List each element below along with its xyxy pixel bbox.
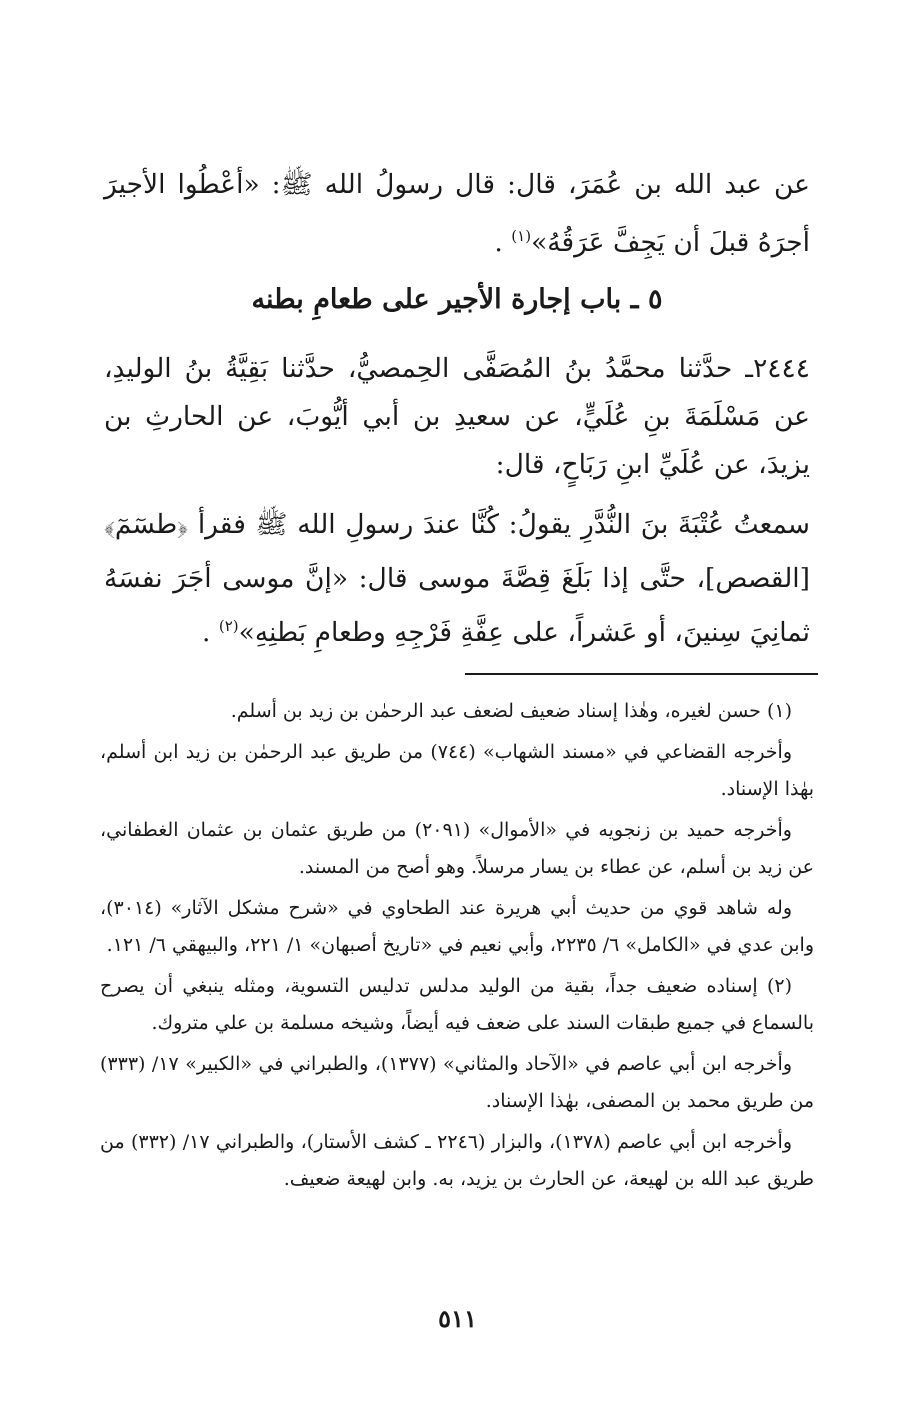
footnote-ref-1[interactable]: (١) bbox=[511, 227, 532, 246]
footnote-divider bbox=[465, 673, 818, 675]
footnote-paragraph: وله شاهد قوي من حديث أبي هريرة عند الطحاوي في «شرح مشكل الآثار» (٣٠١٤)، وابن عدي في «الكامل» ٦/ ٢٢٣٥، وأبي نعيم في «تاريخ أصبهان» ١/ ٢٢١، والبيهقي ٦/ ١٢١. bbox=[100, 897, 814, 956]
footnote-paragraph: وأخرجه القضاعي في «مسند الشهاب» (٧٤٤) من طريق عبد الرحمٰن بن زيد ابن أسلم، بهٰذا الإسناد. bbox=[100, 741, 814, 800]
hadith-matn bbox=[104, 498, 810, 660]
matn-period: . bbox=[201, 617, 211, 648]
matn-text: سمعتُ عُتْبَةَ بنَ النُّدَّرِ يقولُ: كُنَّا عندَ رسولِ الله ﷺ فقرأ ﴿طسٓمٓ﴾ [القصص]، حتَّى إذا بَلَغَ قِصَّةَ موسى قال: «إنَّ موسى أجَرَ نفسَهُ ثمانِيَ سِنينَ، أو عَشراً، على عِفَّةِ فَرْجِهِ وطعامِ بَطنِهِ» bbox=[104, 509, 810, 648]
footnote-paragraph: (١) حسن لغيره، وهٰذا إسناد ضعيف لضعف عبد الرحمٰن بن زيد بن أسلم. bbox=[230, 700, 792, 722]
footnote-paragraph: وأخرجه حميد بن زنجويه في «الأموال» (٢٠٩١) من طريق عثمان بن عثمان الغطفاني، عن زيد بن أسلم، عن عطاء بن يسار مرسلاً. وهو أصح من المسند. bbox=[100, 819, 814, 878]
hadith-text: عن عبد الله بن عُمَرَ، قال: قال رسولُ الله ﷺ: «أعْطُوا الأجيرَ أجرَهُ قبلَ أن يَجِفَّ عَرَقُهُ» bbox=[104, 169, 810, 258]
footnote-paragraph: وأخرجه ابن أبي عاصم في «الآحاد والمثاني» (١٣٧٧)، والطبراني في «الكبير» ١٧/ (٣٣٣) من طريق محمد بن المصفى، بهٰذا الإسناد. bbox=[100, 1053, 814, 1112]
hadith-isnad: ٢٤٤٤ـ حدَّثنا محمَّدُ بنُ المُصَفَّى الحِمصيُّ، حدَّثنا بَقِيَّةُ بنُ الوليدِ، عن مَسْلَمَةَ بنِ عُلَيٍّ، عن سعيدِ بن أبي أيُّوبَ، عن الحارثِ بن يزيدَ، عن عُلَيِّ ابنِ رَبَاحٍ، قال: bbox=[104, 353, 810, 480]
page-number: ٥١١ bbox=[438, 1304, 477, 1333]
footnote-paragraph: وأخرجه ابن أبي عاصم (١٣٧٨)، والبزار (٢٢٤٦ ـ كشف الأستار)، والطبراني ١٧/ (٣٣٢) من طريق عبد الله بن لهيعة، عن الحارث بن يزيد، به. وابن لهيعة ضعيف. bbox=[100, 1131, 814, 1190]
hadith-continuation bbox=[104, 156, 810, 272]
chapter-title: ٥ ـ باب إجارة الأجير على طعامِ بطنه bbox=[251, 284, 663, 315]
footnote-paragraph: (٢) إسناده ضعيف جداً، بقية من الوليد مدلس تدليس التسوية، ومثله ينبغي أن يصرح بالسماع في جميع طبقات السند على ضعف فيه أيضاً، وشيخه مسلمة بن علي متروك. bbox=[100, 975, 814, 1034]
footnote-ref-2[interactable]: (٢) bbox=[218, 617, 239, 636]
footnotes bbox=[100, 693, 814, 1202]
hadith-period: . bbox=[494, 227, 503, 258]
